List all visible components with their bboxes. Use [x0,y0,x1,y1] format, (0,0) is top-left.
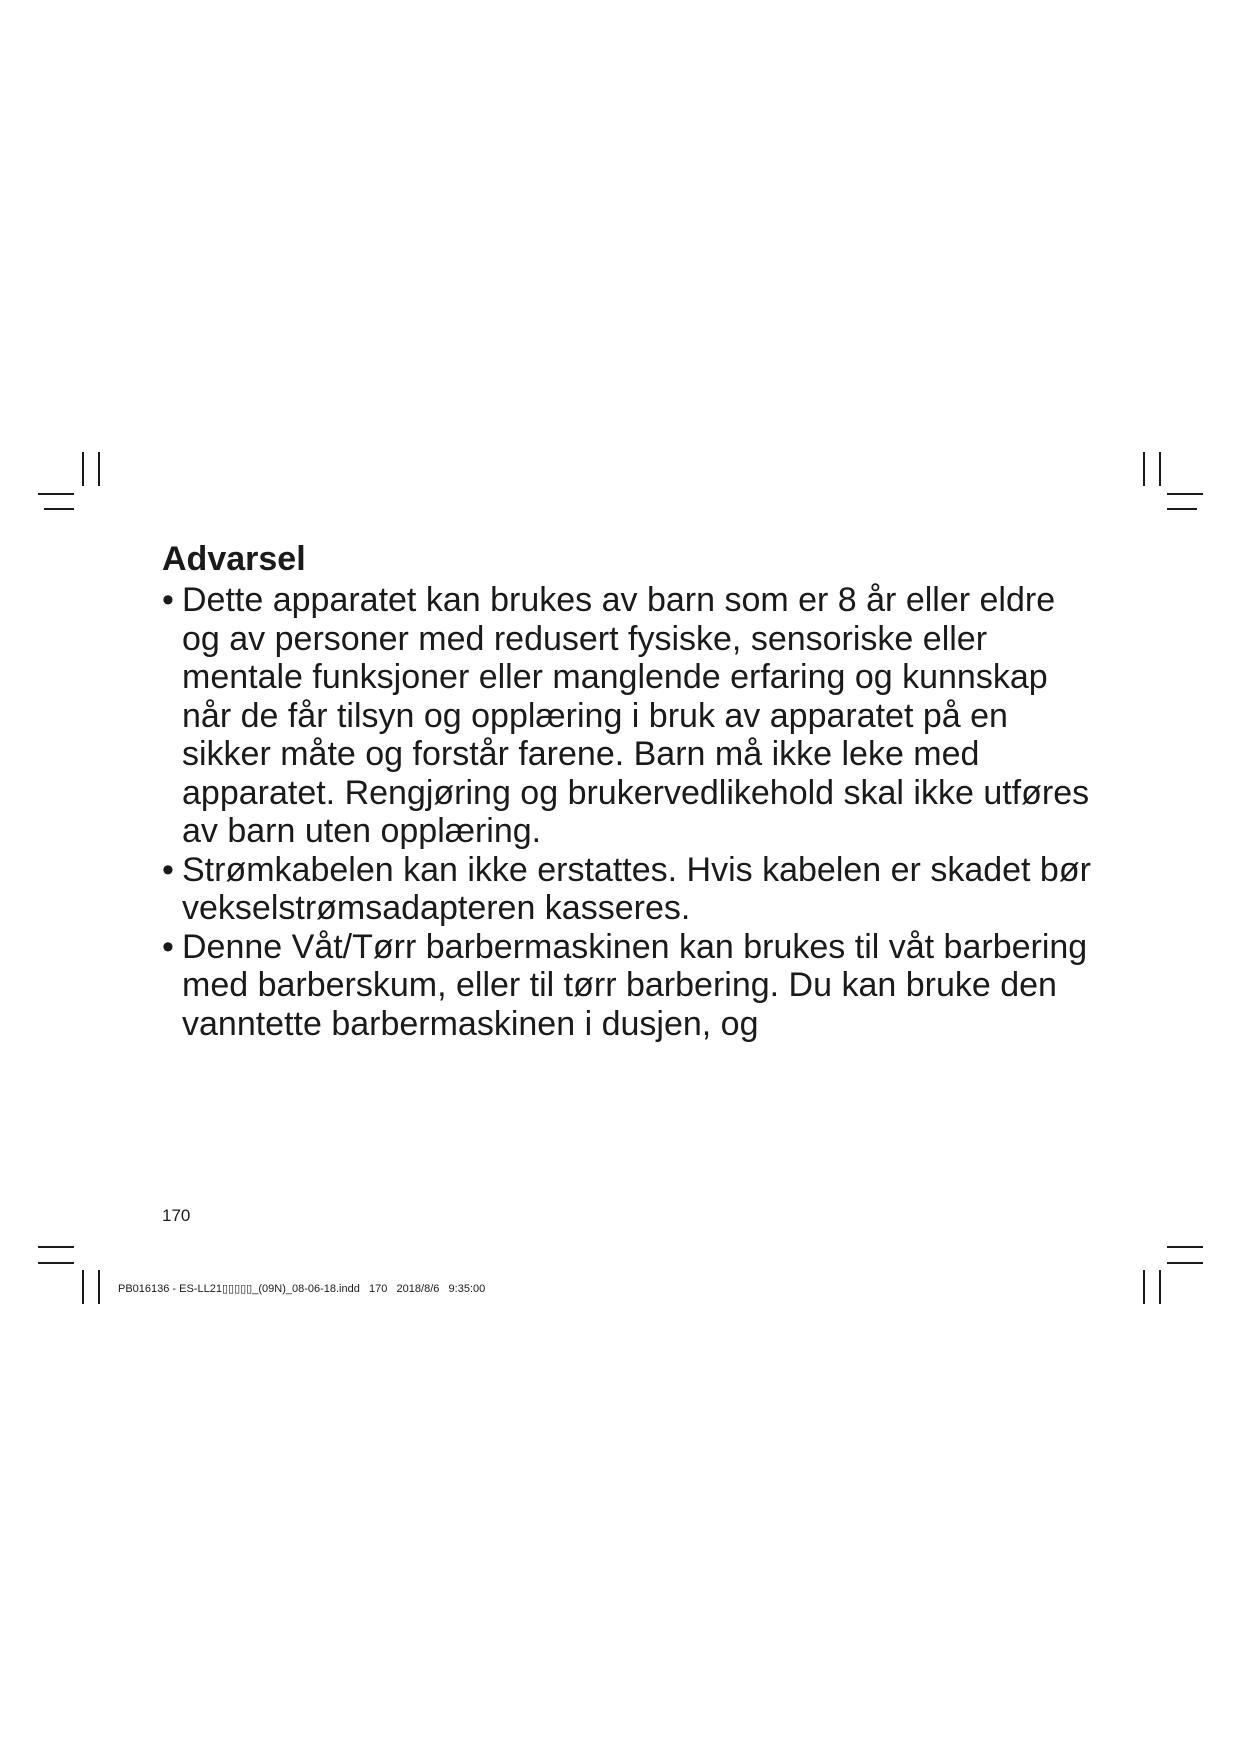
crop-mark [98,1270,100,1304]
crop-mark [1167,1262,1203,1264]
bullet-item: • Strømkabelen kan ikke erstattes. Hvis kabelen er skadet bør vekselstrømsadapteren kasseres. [162,851,1102,928]
crop-mark [44,508,74,510]
crop-mark [98,452,100,486]
crop-mark [1167,508,1197,510]
page-number: 170 [162,1206,191,1225]
section-heading: Advarsel [162,540,306,578]
crop-mark [1143,452,1145,486]
crop-mark [38,493,74,495]
crop-mark [38,1262,74,1264]
crop-mark [1143,1270,1145,1304]
crop-mark [1159,1270,1161,1304]
crop-mark [82,1270,84,1304]
crop-mark [1167,1246,1203,1248]
bullet-list [162,581,1102,1043]
warning-section [162,537,1102,1043]
crop-mark [38,1246,74,1248]
bullet-item: • Denne Våt/Tørr barbermaskinen kan brukes til våt barbering med barberskum, eller til tørr barbering. Du kan bruke den vanntette barbermaskinen i dusjen, og [162,928,1102,1044]
crop-mark [1167,493,1203,495]
bullet-item: • Dette apparatet kan brukes av barn som er 8 år eller eldre og av personer med redusert fysiske, sensoriske eller mentale funksjoner eller manglende erfaring og kunnskap når de får tilsyn og opplæring i bruk av apparatet på en sikker måte og forstår farene. Barn må ikke leke med apparatet. Rengjøring og brukervedlikehold skal ikke utføres av barn uten opplæring. [162,581,1102,851]
crop-mark [1159,452,1161,486]
print-slug: PB016136 - ES-LL21▯▯▯▯▯_(09N)_08-06-18.indd 170 2018/8/6 9:35:00 [118,1283,486,1295]
crop-mark [82,452,84,486]
